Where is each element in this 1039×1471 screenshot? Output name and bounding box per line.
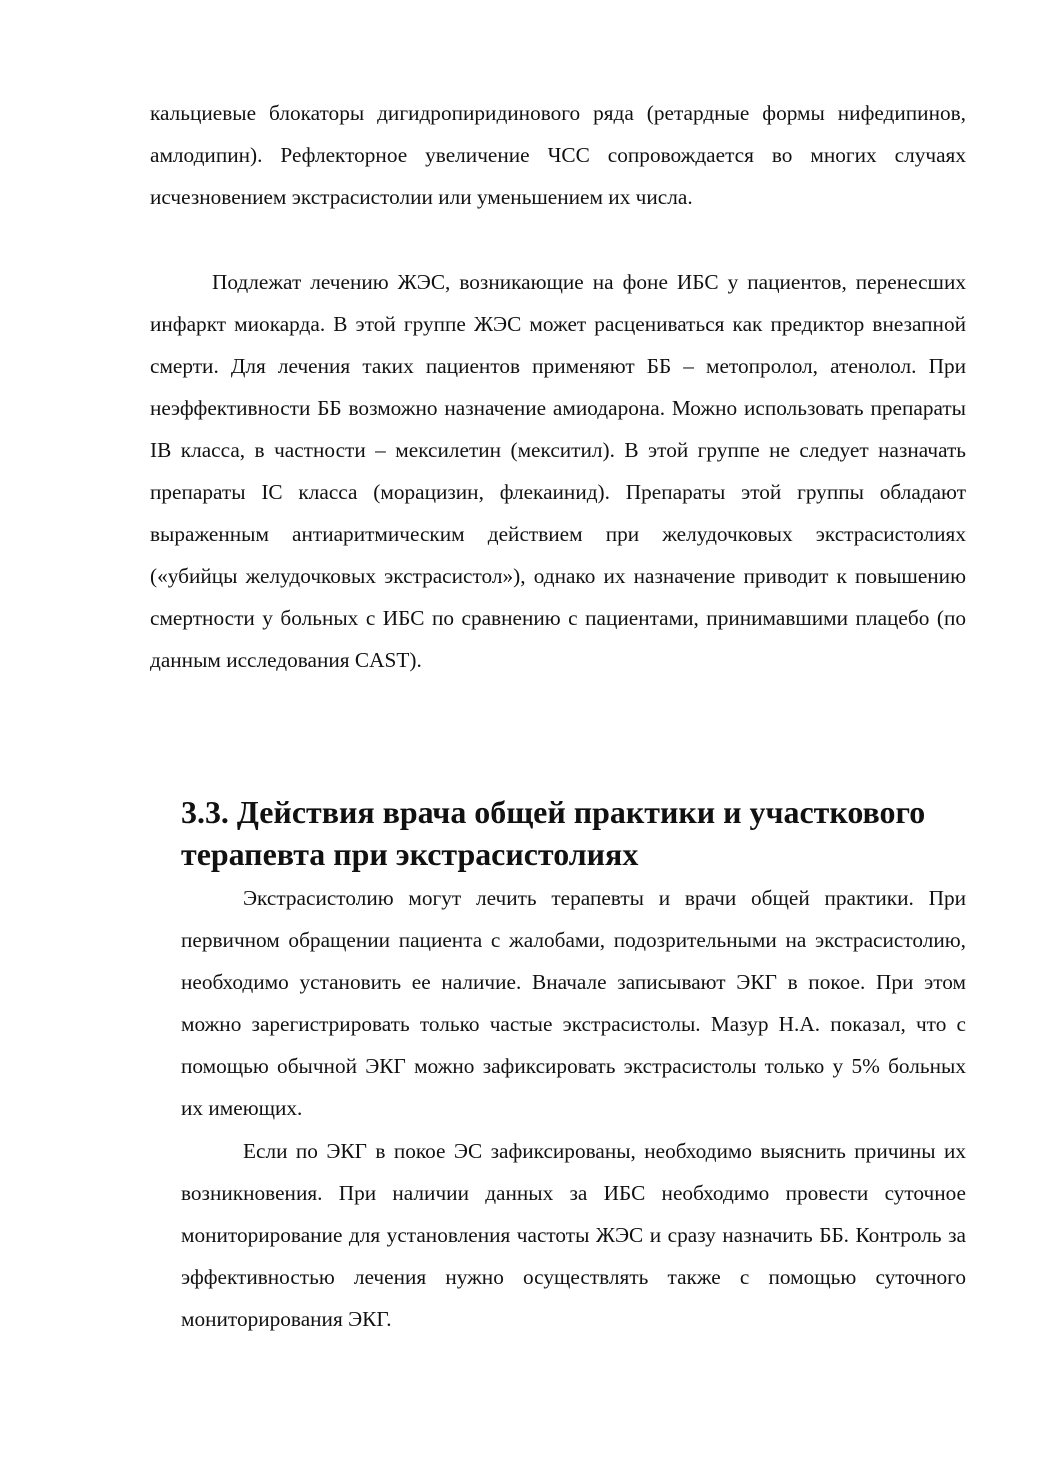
body-paragraph-ves-treatment: Подлежат лечению ЖЭС, возникающие на фоне ИБС у пациентов, перенесших инфаркт миокарда. В этой группе ЖЭС может расцениваться как предиктор внезапной смерти. Для лечения таких пациентов применяют ББ – метопролол, атенолол. При неэффективности ББ возможно назначение амиодарона. Можно использовать препараты IB класса, в частности – мексилетин (мекситил). В этой группе не следует назначать препараты IC класса (морацизин, флекаинид). Препараты этой группы обладают выраженным антиаритмическим действием при желудочковых экстрасистолиях («убийцы желудочковых экстрасистол»), однако их назначение приводит к повышению смертности у больных с ИБС по сравнению с пациентами, принимавшими плацебо (по данным исследования CAST).: [150, 270, 966, 672]
body-paragraph-monitoring: Если по ЭКГ в покое ЭС зафиксированы, необходимо выяснить причины их возникновения. При наличии данных за ИБС необходимо провести суточное мониторирование для установления частоты ЖЭС и сразу назначить ББ. Контроль за эффективностью лечения нужно осуществлять также с помощью суточного мониторирования ЭКГ.: [181, 1139, 966, 1331]
body-paragraph-continuation: кальциевые блокаторы дигидропиридинового ряда (ретардные формы нифедипинов, амлодипин). Рефлекторное увеличение ЧСС сопровождается во многих случаях исчезновением экстрасистолии или уменьшением их числа.: [150, 101, 966, 209]
section-heading: 3.3. Действия врача общей практики и участкового терапевта при экстрасистолиях: [181, 795, 926, 872]
body-paragraph-diagnosis: Экстрасистолию могут лечить терапевты и врачи общей практики. При первичном обращении пациента с жалобами, подозрительными на экстрасистолию, необходимо установить ее наличие. Вначале записывают ЭКГ в покое. При этом можно зарегистрировать только частые экстрасистолы. Мазур Н.А. показал, что с помощью обычной ЭКГ можно зафиксировать экстрасистолы только у 5% больных их имеющих.: [181, 886, 966, 1120]
